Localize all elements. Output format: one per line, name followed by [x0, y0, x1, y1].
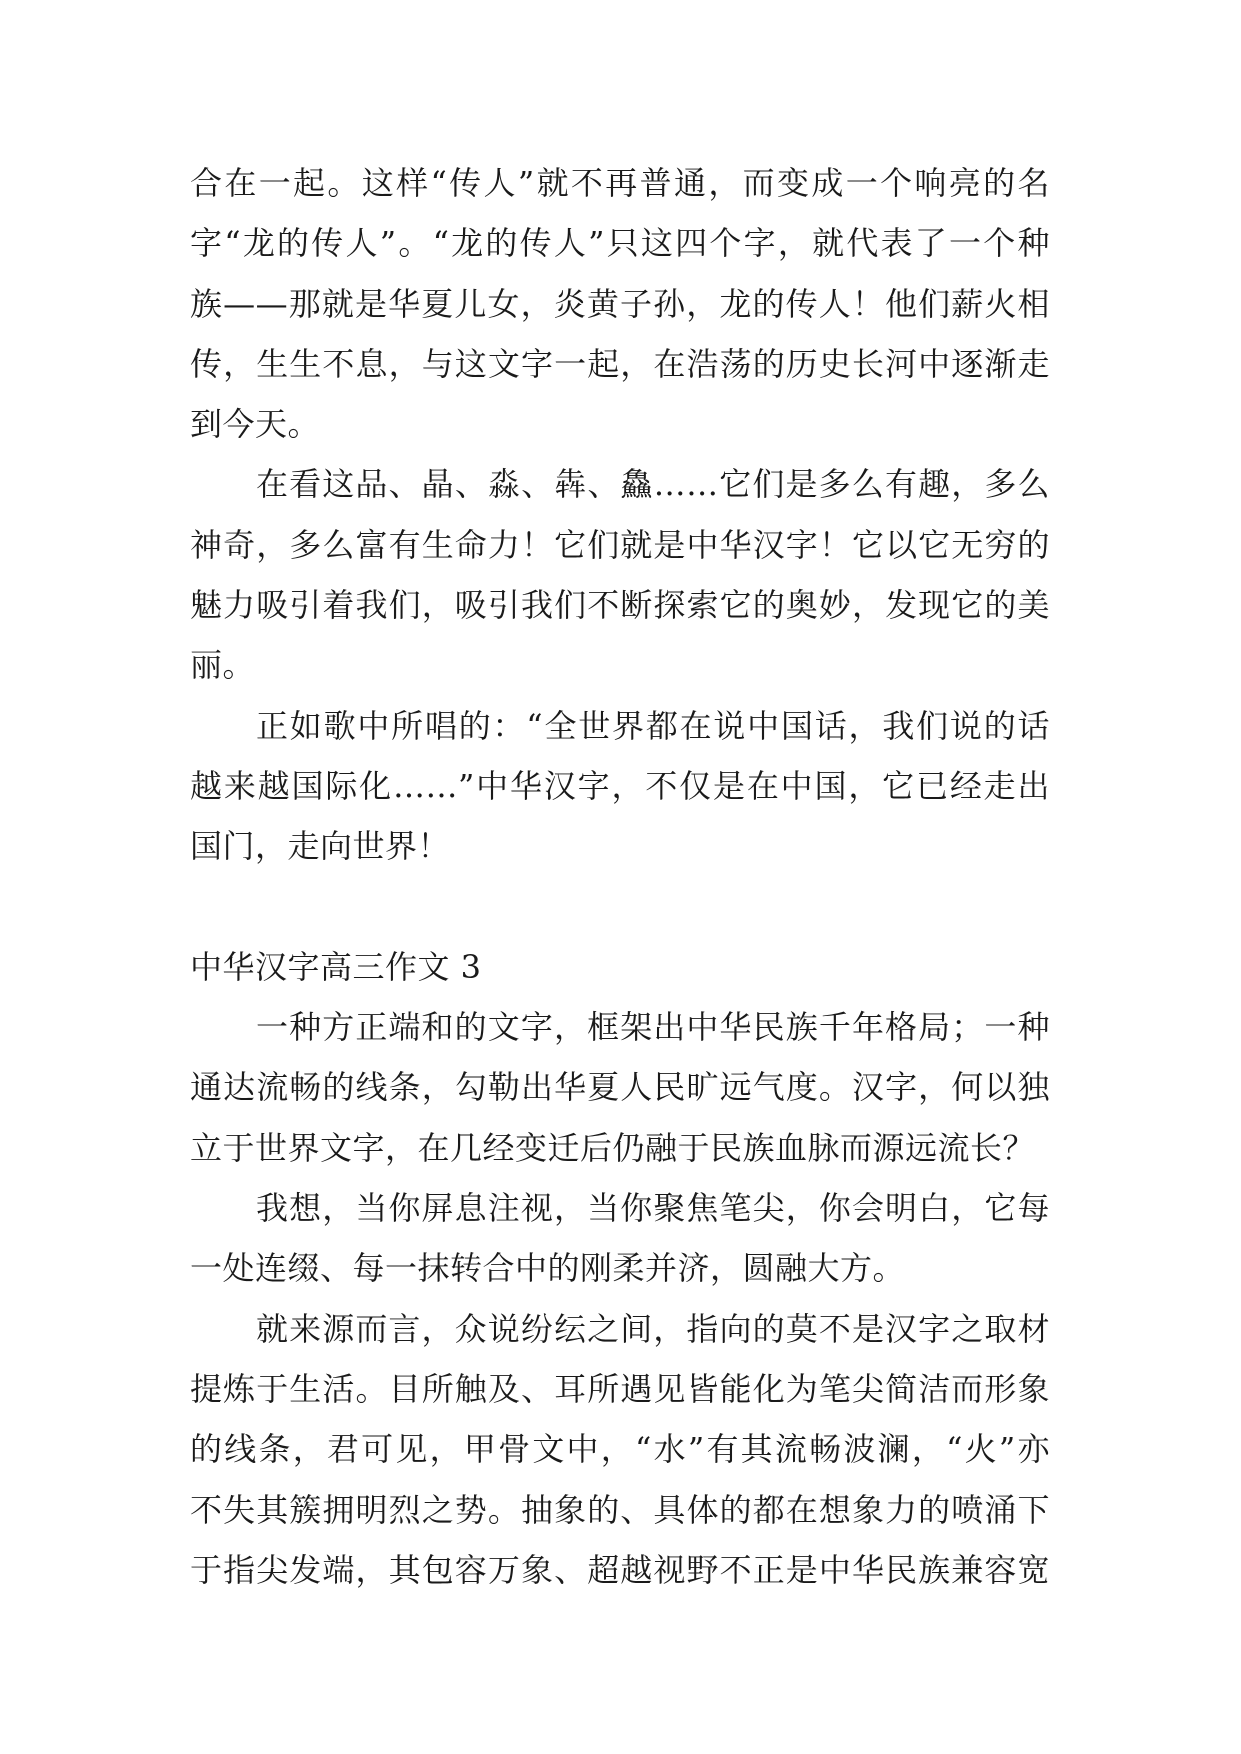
text-line: 魅力吸引着我们，吸引我们不断探索它的奥妙，发现它的美 [190, 586, 1050, 625]
paragraph [190, 454, 1050, 695]
text-line: 的线条，君可见，甲骨文中，“水”有其流畅波澜，“火”亦 [190, 1430, 1050, 1469]
document-body [190, 153, 1050, 1600]
paragraph [190, 1178, 1050, 1299]
text-line: 正如歌中所唱的：“全世界都在说中国话，我们说的话 [256, 706, 1050, 745]
text-line: 到今天。 [190, 405, 321, 444]
paragraph [190, 696, 1050, 877]
text-line: 合在一起。这样“传人”就不再普通，而变成一个响亮的名 [190, 164, 1050, 202]
text-line: 立于世界文字，在几经变迁后仍融于民族血脉而源远流长？ [190, 1128, 1036, 1167]
text-line: 提炼于生活。目所触及、耳所遇见皆能化为笔尖简洁而形象 [190, 1369, 1050, 1408]
paragraph [190, 997, 1050, 1178]
blank-line [190, 877, 1050, 937]
text-line: 于指尖发端，其包容万象、超越视野不正是中华民族兼容宽 [190, 1550, 1050, 1589]
section-title: 中华汉字高三作文 3 [190, 947, 482, 986]
text-line: 字“龙的传人”。“龙的传人”只这四个字，就代表了一个种 [190, 224, 1050, 263]
text-line: 神奇，多么富有生命力！它们就是中华汉字！它以它无穷的 [190, 525, 1050, 564]
text-line: 丽。 [190, 646, 256, 685]
text-line: 一种方正端和的文字，框架出中华民族千年格局；一种 [256, 1008, 1050, 1047]
text-line: 在看这品、晶、淼、犇、鱻……它们是多么有趣，多么 [256, 465, 1050, 504]
text-line: 传，生生不息，与这文字一起，在浩荡的历史长河中逐渐走 [190, 344, 1050, 383]
text-line: 我想，当你屏息注视，当你聚焦笔尖，你会明白，它每 [256, 1189, 1050, 1228]
text-line: 国门，走向世界！ [190, 827, 451, 866]
text-line: 就来源而言，众说纷纭之间，指向的莫不是汉字之取材 [256, 1309, 1050, 1348]
text-line: 一处连缀、每一抹转合中的刚柔并济，圆融大方。 [190, 1249, 906, 1288]
text-line: 不失其簇拥明烈之势。抽象的、具体的都在想象力的喷涌下 [190, 1490, 1050, 1529]
text-line: 族——那就是华夏儿女，炎黄子孙，龙的传人！他们薪火相 [190, 284, 1050, 323]
paragraph [190, 153, 1050, 454]
paragraph [190, 1299, 1050, 1600]
text-line: 越来越国际化……”中华汉字，不仅是在中国，它已经走出 [190, 766, 1050, 805]
text-line: 通达流畅的线条，勾勒出华夏人民旷远气度。汉字，何以独 [190, 1068, 1050, 1107]
